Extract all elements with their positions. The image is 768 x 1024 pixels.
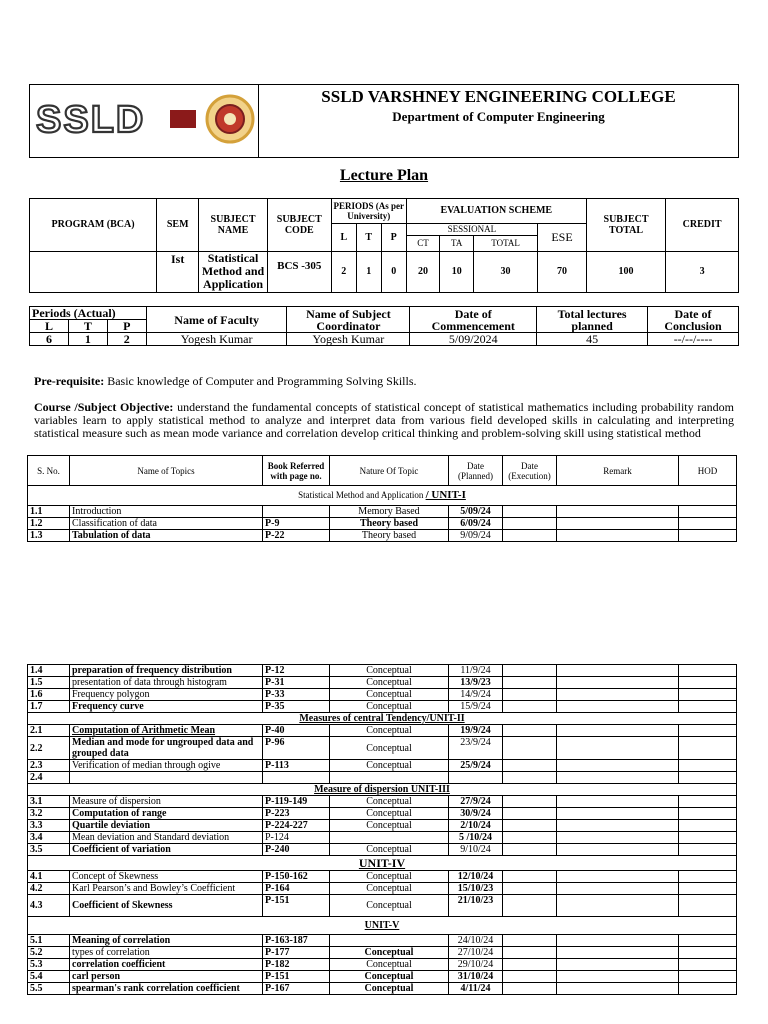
table-row bbox=[28, 883, 737, 895]
sem-header: SEM bbox=[157, 199, 199, 252]
book-header: Book Referred with page no. bbox=[263, 456, 330, 486]
row-remark bbox=[557, 506, 679, 518]
department-name: Department of Computer Engineering bbox=[392, 109, 605, 124]
ta-header: TA bbox=[440, 236, 474, 251]
row-hod bbox=[679, 844, 737, 856]
row-topic: Computation of range bbox=[70, 808, 263, 820]
logo-cell bbox=[30, 85, 259, 158]
row-execution bbox=[503, 665, 557, 677]
row-execution bbox=[503, 725, 557, 737]
topic-name-header: Name of Topics bbox=[70, 456, 263, 486]
row-date: 14/9/24 bbox=[449, 689, 503, 701]
row-execution bbox=[503, 677, 557, 689]
row-number: 1.4 bbox=[28, 665, 70, 677]
row-number: 1.6 bbox=[28, 689, 70, 701]
row-nature: Conceptual bbox=[330, 983, 449, 995]
row-remark bbox=[557, 760, 679, 772]
row-topic: Frequency polygon bbox=[70, 689, 263, 701]
row-remark bbox=[557, 971, 679, 983]
row-remark bbox=[557, 808, 679, 820]
l-value: 2 bbox=[331, 251, 356, 292]
row-execution bbox=[503, 959, 557, 971]
row-nature: Conceptual bbox=[330, 689, 449, 701]
sno-header: S. No. bbox=[28, 456, 70, 486]
row-nature bbox=[330, 935, 449, 947]
row-book: P-223 bbox=[263, 808, 330, 820]
credit-header: CREDIT bbox=[666, 199, 739, 252]
table-row bbox=[28, 844, 737, 856]
row-hod bbox=[679, 665, 737, 677]
row-nature: Conceptual bbox=[330, 808, 449, 820]
row-nature: Conceptual bbox=[330, 959, 449, 971]
subject-total-value: 100 bbox=[586, 251, 665, 292]
row-number: 4.1 bbox=[28, 871, 70, 883]
ct-value: 20 bbox=[406, 251, 440, 292]
row-date: 27/9/24 bbox=[449, 796, 503, 808]
row-date: 15/10/23 bbox=[449, 883, 503, 895]
table-row bbox=[28, 947, 737, 959]
row-execution bbox=[503, 895, 557, 917]
row-hod bbox=[679, 935, 737, 947]
row-number: 3.5 bbox=[28, 844, 70, 856]
row-topic: spearman's rank correlation coefficient bbox=[70, 983, 263, 995]
row-date: 5 /10/24 bbox=[449, 832, 503, 844]
table-row bbox=[28, 971, 737, 983]
row-hod bbox=[679, 832, 737, 844]
row-nature: Theory based bbox=[330, 530, 449, 542]
lectures-header: Total lectures planned bbox=[537, 307, 648, 333]
actual-l-header: L bbox=[30, 320, 69, 333]
row-topic: Classification of data bbox=[70, 518, 263, 530]
college-logo bbox=[30, 85, 256, 152]
row-remark bbox=[557, 701, 679, 713]
topics-table-1 bbox=[27, 455, 737, 542]
row-book: P-224-227 bbox=[263, 820, 330, 832]
row-nature: Conceptual bbox=[330, 760, 449, 772]
table-row bbox=[28, 895, 737, 917]
table-row bbox=[28, 808, 737, 820]
unit5-rows bbox=[28, 935, 737, 995]
unit5-title: UNIT-V bbox=[28, 917, 737, 935]
ese-header: ESE bbox=[538, 223, 587, 251]
row-execution bbox=[503, 737, 557, 760]
t-header: T bbox=[356, 223, 381, 251]
row-execution bbox=[503, 935, 557, 947]
row-execution bbox=[503, 506, 557, 518]
row-topic: Concept of Skewness bbox=[70, 871, 263, 883]
course-objective bbox=[34, 401, 734, 440]
coordinator-header: Name of Subject Coordinator bbox=[287, 307, 410, 333]
row-date: 25/9/24 bbox=[449, 760, 503, 772]
row-hod bbox=[679, 701, 737, 713]
row-nature: Conceptual bbox=[330, 796, 449, 808]
row-topic: Measure of dispersion bbox=[70, 796, 263, 808]
row-execution bbox=[503, 820, 557, 832]
unit4-title: UNIT-IV bbox=[28, 856, 737, 871]
row-remark bbox=[557, 871, 679, 883]
row-topic: Karl Pearson’s and Bowley’s Coefficient bbox=[70, 883, 263, 895]
table-row bbox=[28, 677, 737, 689]
topics-table-2 bbox=[27, 664, 737, 995]
ct-header: CT bbox=[406, 236, 440, 251]
row-nature: Conceptual bbox=[330, 737, 449, 760]
row-hod bbox=[679, 871, 737, 883]
periods-table bbox=[29, 306, 739, 346]
college-name: SSLD VARSHNEY ENGINEERING COLLEGE bbox=[321, 87, 676, 106]
row-topic bbox=[70, 772, 263, 784]
row-date bbox=[449, 772, 503, 784]
row-book: P-35 bbox=[263, 701, 330, 713]
row-number: 2.3 bbox=[28, 760, 70, 772]
remark-header: Remark bbox=[557, 456, 679, 486]
row-execution bbox=[503, 983, 557, 995]
row-topic: Introduction bbox=[70, 506, 263, 518]
unit4-rows bbox=[28, 871, 737, 917]
row-nature: Conceptual bbox=[330, 947, 449, 959]
planned-header: Date (Planned) bbox=[449, 456, 503, 486]
execution-header: Date (Execution) bbox=[503, 456, 557, 486]
row-execution bbox=[503, 701, 557, 713]
objective-label: Course /Subject Objective: bbox=[34, 400, 174, 414]
row-execution bbox=[503, 796, 557, 808]
ta-value: 10 bbox=[440, 251, 474, 292]
row-book: P-119-149 bbox=[263, 796, 330, 808]
row-number: 3.1 bbox=[28, 796, 70, 808]
row-number: 1.3 bbox=[28, 530, 70, 542]
table-row bbox=[28, 689, 737, 701]
row-date: 13/9/23 bbox=[449, 677, 503, 689]
row-execution bbox=[503, 871, 557, 883]
subject-name-value: Statistical Method and Application bbox=[199, 251, 267, 292]
row-book: P-22 bbox=[263, 530, 330, 542]
table-row bbox=[28, 959, 737, 971]
row-date: 2/10/24 bbox=[449, 820, 503, 832]
table-row bbox=[28, 530, 737, 542]
row-book: P-163-187 bbox=[263, 935, 330, 947]
row-number: 5.2 bbox=[28, 947, 70, 959]
row-topic: Coefficient of Skewness bbox=[70, 895, 263, 917]
hod-header: HOD bbox=[679, 456, 737, 486]
actual-p-value: 2 bbox=[107, 333, 146, 346]
table-row bbox=[28, 506, 737, 518]
row-remark bbox=[557, 895, 679, 917]
p-value: 0 bbox=[381, 251, 406, 292]
total-value: 30 bbox=[474, 251, 538, 292]
row-book: P-151 bbox=[263, 895, 330, 917]
nature-header: Nature Of Topic bbox=[330, 456, 449, 486]
row-remark bbox=[557, 959, 679, 971]
row-date: 24/10/24 bbox=[449, 935, 503, 947]
p-header: P bbox=[381, 223, 406, 251]
row-topic: Tabulation of data bbox=[70, 530, 263, 542]
row-number: 3.2 bbox=[28, 808, 70, 820]
row-book: P-40 bbox=[263, 725, 330, 737]
row-nature: Conceptual bbox=[330, 677, 449, 689]
row-remark bbox=[557, 983, 679, 995]
row-nature bbox=[330, 832, 449, 844]
row-number: 2.1 bbox=[28, 725, 70, 737]
row-book: P-124 bbox=[263, 832, 330, 844]
commencement-header: Date of Commencement bbox=[410, 307, 537, 333]
row-topic: presentation of data through histogram bbox=[70, 677, 263, 689]
row-date: 11/9/24 bbox=[449, 665, 503, 677]
row-execution bbox=[503, 808, 557, 820]
credit-value: 3 bbox=[666, 251, 739, 292]
row-number: 1.1 bbox=[28, 506, 70, 518]
page-title: Lecture Plan bbox=[339, 167, 429, 184]
row-nature: Conceptual bbox=[330, 883, 449, 895]
row-book: P-151 bbox=[263, 971, 330, 983]
table-row bbox=[28, 796, 737, 808]
row-remark bbox=[557, 883, 679, 895]
row-remark bbox=[557, 796, 679, 808]
table-row bbox=[28, 701, 737, 713]
row-nature: Conceptual bbox=[330, 701, 449, 713]
row-hod bbox=[679, 760, 737, 772]
row-hod bbox=[679, 530, 737, 542]
subject-code-header: SUBJECT CODE bbox=[267, 199, 331, 252]
row-hod bbox=[679, 820, 737, 832]
row-topic: preparation of frequency distribution bbox=[70, 665, 263, 677]
row-topic: Median and mode for ungrouped data and grouped data bbox=[70, 737, 263, 760]
row-topic: Computation of Arithmetic Mean bbox=[70, 725, 263, 737]
subject-name-header: SUBJECT NAME bbox=[199, 199, 267, 252]
row-topic: correlation coefficient bbox=[70, 959, 263, 971]
row-book: P-31 bbox=[263, 677, 330, 689]
row-number: 1.5 bbox=[28, 677, 70, 689]
row-book: P-33 bbox=[263, 689, 330, 701]
table-row bbox=[28, 935, 737, 947]
row-remark bbox=[557, 665, 679, 677]
faculty-header: Name of Faculty bbox=[146, 307, 287, 333]
subject-code-value: BCS -305 bbox=[267, 251, 331, 292]
row-book: P-96 bbox=[263, 737, 330, 760]
row-hod bbox=[679, 971, 737, 983]
table-row bbox=[28, 983, 737, 995]
row-hod bbox=[679, 796, 737, 808]
periods-header: PERIODS (As per University) bbox=[331, 199, 406, 224]
lectures-value: 45 bbox=[537, 333, 648, 346]
actual-p-header: P bbox=[107, 320, 146, 333]
row-remark bbox=[557, 832, 679, 844]
row-hod bbox=[679, 947, 737, 959]
table-row bbox=[28, 725, 737, 737]
l-header: L bbox=[331, 223, 356, 251]
row-remark bbox=[557, 844, 679, 856]
row-date: 30/9/24 bbox=[449, 808, 503, 820]
row-nature: Conceptual bbox=[330, 665, 449, 677]
unit3-rows bbox=[28, 796, 737, 856]
row-remark bbox=[557, 530, 679, 542]
row-topic: Coefficient of variation bbox=[70, 844, 263, 856]
row-book: P-177 bbox=[263, 947, 330, 959]
row-date: 23/9/24 bbox=[449, 737, 503, 760]
row-book: P-182 bbox=[263, 959, 330, 971]
logo-text: SSLD bbox=[36, 99, 146, 141]
commencement-value: 5/09/2024 bbox=[410, 333, 537, 346]
row-hod bbox=[679, 883, 737, 895]
actual-t-value: 1 bbox=[68, 333, 107, 346]
row-hod bbox=[679, 959, 737, 971]
row-date: 21/10/23 bbox=[449, 895, 503, 917]
row-execution bbox=[503, 689, 557, 701]
conclusion-value: --/--/---- bbox=[648, 333, 739, 346]
row-number: 5.5 bbox=[28, 983, 70, 995]
row-nature: Theory based bbox=[330, 518, 449, 530]
row-remark bbox=[557, 725, 679, 737]
row-number: 5.1 bbox=[28, 935, 70, 947]
row-nature: Conceptual bbox=[330, 971, 449, 983]
subject-total-header: SUBJECT TOTAL bbox=[586, 199, 665, 252]
total-header: TOTAL bbox=[474, 236, 538, 251]
row-topic: carl person bbox=[70, 971, 263, 983]
row-book: P-240 bbox=[263, 844, 330, 856]
row-topic: Meaning of correlation bbox=[70, 935, 263, 947]
row-date: 15/9/24 bbox=[449, 701, 503, 713]
row-number: 4.2 bbox=[28, 883, 70, 895]
row-book bbox=[263, 772, 330, 784]
coordinator-value: Yogesh Kumar bbox=[287, 333, 410, 346]
table-row bbox=[28, 832, 737, 844]
row-hod bbox=[679, 895, 737, 917]
row-remark bbox=[557, 947, 679, 959]
row-execution bbox=[503, 832, 557, 844]
unit3-title: Measure of dispersion UNIT-III bbox=[28, 784, 737, 796]
row-hod bbox=[679, 737, 737, 760]
table-row bbox=[28, 772, 737, 784]
row-hod bbox=[679, 725, 737, 737]
row-remark bbox=[557, 935, 679, 947]
row-execution bbox=[503, 760, 557, 772]
row-hod bbox=[679, 518, 737, 530]
row-execution bbox=[503, 518, 557, 530]
row-number: 1.2 bbox=[28, 518, 70, 530]
row-book: P-167 bbox=[263, 983, 330, 995]
row-number: 2.2 bbox=[28, 737, 70, 760]
row-number: 3.4 bbox=[28, 832, 70, 844]
periods-actual-header: Periods (Actual) bbox=[30, 307, 147, 320]
row-number: 4.3 bbox=[28, 895, 70, 917]
row-number: 5.4 bbox=[28, 971, 70, 983]
header-table bbox=[29, 84, 739, 158]
row-topic: Verification of median through ogive bbox=[70, 760, 263, 772]
row-topic: types of correlation bbox=[70, 947, 263, 959]
row-number: 1.7 bbox=[28, 701, 70, 713]
row-date: 29/10/24 bbox=[449, 959, 503, 971]
actual-t-header: T bbox=[68, 320, 107, 333]
row-date: 31/10/24 bbox=[449, 971, 503, 983]
row-execution bbox=[503, 530, 557, 542]
row-execution bbox=[503, 947, 557, 959]
row-number: 5.3 bbox=[28, 959, 70, 971]
row-topic: Quartile deviation bbox=[70, 820, 263, 832]
row-number: 2.4 bbox=[28, 772, 70, 784]
row-date: 27/10/24 bbox=[449, 947, 503, 959]
row-hod bbox=[679, 808, 737, 820]
t-value: 1 bbox=[356, 251, 381, 292]
row-hod bbox=[679, 677, 737, 689]
row-hod bbox=[679, 506, 737, 518]
row-execution bbox=[503, 971, 557, 983]
row-date: 4/11/24 bbox=[449, 983, 503, 995]
row-book: P-9 bbox=[263, 518, 330, 530]
row-date: 19/9/24 bbox=[449, 725, 503, 737]
row-topic: Frequency curve bbox=[70, 701, 263, 713]
row-remark bbox=[557, 518, 679, 530]
row-nature bbox=[330, 772, 449, 784]
row-date: 6/09/24 bbox=[449, 518, 503, 530]
row-remark bbox=[557, 677, 679, 689]
row-execution bbox=[503, 844, 557, 856]
table-row bbox=[28, 760, 737, 772]
conclusion-header: Date of Conclusion bbox=[648, 307, 739, 333]
row-hod bbox=[679, 772, 737, 784]
unit1-rows bbox=[28, 506, 737, 542]
row-date: 5/09/24 bbox=[449, 506, 503, 518]
ese-value: 70 bbox=[538, 251, 587, 292]
faculty-value: Yogesh Kumar bbox=[146, 333, 287, 346]
table-row bbox=[28, 518, 737, 530]
row-nature: Conceptual bbox=[330, 820, 449, 832]
row-book: P-12 bbox=[263, 665, 330, 677]
unit2-title: Measures of central Tendency/UNIT-II bbox=[28, 713, 737, 725]
row-hod bbox=[679, 689, 737, 701]
program-value bbox=[30, 251, 157, 292]
row-execution bbox=[503, 772, 557, 784]
objective-text: understand the fundamental concepts of statistical concept of statistical mathematics including probability random variables learn to apply statistical method to analyze and interpret data from various field developed skills in calculating and interpreting statistical measure such as mean mode variance and correlation develop critical thinking and problem-solving skill using statistical method bbox=[34, 400, 734, 440]
unit1-title: Statistical Method and Application / UNIT-I bbox=[28, 486, 737, 506]
program-header: PROGRAM (BCA) bbox=[30, 199, 157, 252]
row-nature: Conceptual bbox=[330, 844, 449, 856]
row-date: 9/09/24 bbox=[449, 530, 503, 542]
row-nature: Conceptual bbox=[330, 871, 449, 883]
evaluation-header: EVALUATION SCHEME bbox=[406, 199, 586, 224]
row-execution bbox=[503, 883, 557, 895]
row-remark bbox=[557, 820, 679, 832]
row-remark bbox=[557, 689, 679, 701]
row-topic: Mean deviation and Standard deviation bbox=[70, 832, 263, 844]
row-date: 12/10/24 bbox=[449, 871, 503, 883]
row-remark bbox=[557, 737, 679, 760]
row-nature: Conceptual bbox=[330, 895, 449, 917]
row-number: 3.3 bbox=[28, 820, 70, 832]
prerequisite-text: Basic knowledge of Computer and Programming Solving Skills. bbox=[104, 374, 417, 388]
sessional-header: SESSIONAL bbox=[406, 223, 537, 235]
unit1-cont-rows bbox=[28, 665, 737, 713]
table-row bbox=[28, 820, 737, 832]
prerequisite bbox=[34, 374, 734, 389]
row-nature: Conceptual bbox=[330, 725, 449, 737]
table-row bbox=[28, 871, 737, 883]
unit2-rows bbox=[28, 725, 737, 784]
row-book: P-150-162 bbox=[263, 871, 330, 883]
row-date: 9/10/24 bbox=[449, 844, 503, 856]
program-table bbox=[29, 198, 739, 293]
table-row bbox=[28, 737, 737, 760]
actual-l-value: 6 bbox=[30, 333, 69, 346]
prerequisite-label: Pre-requisite: bbox=[34, 374, 105, 388]
sem-value: Ist bbox=[157, 251, 199, 292]
row-book: P-113 bbox=[263, 760, 330, 772]
row-book: P-164 bbox=[263, 883, 330, 895]
row-book bbox=[263, 506, 330, 518]
row-nature: Memory Based bbox=[330, 506, 449, 518]
row-remark bbox=[557, 772, 679, 784]
table-row bbox=[28, 665, 737, 677]
row-hod bbox=[679, 983, 737, 995]
